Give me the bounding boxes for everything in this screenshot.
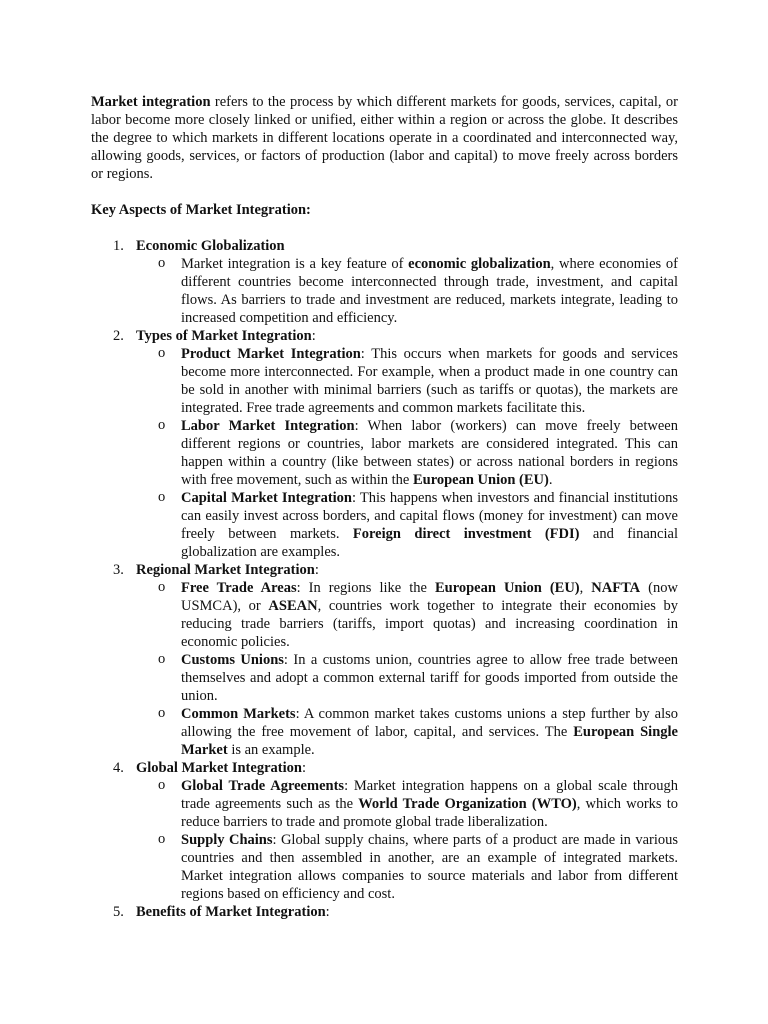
- intro-term: Market integration: [91, 94, 211, 110]
- list-number: 1.: [113, 238, 124, 254]
- bullet-icon: o: [158, 417, 166, 433]
- text-segment: : In regions like the: [296, 580, 435, 596]
- list-number: 3.: [113, 562, 124, 578]
- sub-list: [136, 777, 678, 903]
- sub-list-item: [136, 255, 678, 327]
- bold-term: Supply Chains: [181, 832, 273, 848]
- list-item-title: Economic Globalization: [136, 238, 285, 254]
- sub-list: [136, 255, 678, 327]
- section-heading: Key Aspects of Market Integration:: [91, 202, 311, 218]
- list-item: [91, 561, 678, 759]
- bold-term: NAFTA: [591, 580, 641, 596]
- bullet-icon: o: [158, 705, 166, 721]
- list-number: 5.: [113, 904, 124, 920]
- aspects-list: [91, 237, 678, 921]
- list-number: 2.: [113, 328, 124, 344]
- list-item-title-suffix: :: [314, 562, 319, 578]
- bold-term: ASEAN: [268, 598, 318, 614]
- bold-term: Customs Unions: [181, 652, 284, 668]
- text-segment: , where economies of different countries become interconnected through trade, investment, and capital flows. As barriers to trade and investment are reduced, markets integrate, leading to increased competition and efficiency.: [181, 256, 678, 326]
- bold-term: Global Trade Agreements: [181, 778, 345, 794]
- bold-term: World Trade Organization (WTO): [358, 796, 577, 812]
- bold-term: economic globalization: [408, 256, 551, 272]
- text-segment: : Market integration happens on a global scale through trade agreements such as the: [181, 778, 679, 812]
- text-segment: (now USMCA), or: [181, 580, 678, 614]
- bullet-icon: o: [158, 345, 166, 361]
- list-item-title: Benefits of Market Integration: [136, 904, 326, 920]
- text-segment: : When labor (workers) can move freely between different regions or countries, labor markets are considered integrated. This can happen within a country (like between states) or across national borders in regions with free movement, such as within the: [181, 418, 678, 488]
- list-item-title-suffix: :: [311, 328, 316, 344]
- bold-term: Labor Market Integration: [181, 418, 355, 434]
- sub-list-item: [136, 777, 678, 831]
- sub-list-item: [136, 831, 678, 903]
- sub-list: [136, 579, 678, 759]
- document-body: [91, 93, 678, 921]
- sub-list-item: [136, 345, 678, 417]
- text-segment: : Global supply chains, where parts of a product are made in various countries and then assembled in another, are an example of integrated markets. Market integration allows companies to source materials and labor from different regions based on efficiency and cost.: [181, 832, 679, 902]
- bullet-icon: o: [158, 777, 166, 793]
- sub-list-item: [136, 489, 678, 561]
- sub-list: [136, 345, 678, 561]
- text-segment: : A common market takes customs unions a step further by also allowing the free movement of labor, capital, and services. The: [181, 706, 678, 740]
- text-segment: : This occurs when markets for goods and services become more interconnected. For example, when a product made in one country can be sold in another with minimal barriers (such as tariffs or quotas), the markets are integrated. Free trade agreements and common markets facilitate this.: [181, 346, 679, 416]
- bullet-icon: o: [158, 255, 166, 271]
- sub-list-item: [136, 705, 678, 759]
- bold-term: Common Markets: [181, 706, 296, 722]
- list-item: [91, 237, 678, 327]
- sub-list-item: [136, 579, 678, 651]
- bold-term: Free Trade Areas: [181, 580, 297, 596]
- text-segment: is an example.: [227, 742, 315, 758]
- text-segment: ,: [579, 580, 592, 596]
- sub-list-item: [136, 417, 678, 489]
- bold-term: Product Market Integration: [181, 346, 361, 362]
- text-segment: and financial globalization are examples.: [181, 526, 678, 560]
- list-item: [91, 759, 678, 903]
- list-item: [91, 327, 678, 561]
- text-segment: : In a customs union, countries agree to allow free trade between themselves and adopt a common external tariff for goods imported from outside the union.: [181, 652, 679, 704]
- bold-term: Foreign direct investment (FDI): [352, 526, 580, 542]
- bullet-icon: o: [158, 489, 166, 505]
- sub-list-item: [136, 651, 678, 705]
- intro-text: refers to the process by which different markets for goods, services, capital, or labor become more closely linked or unified, either within a region or across the globe. It describes the degree to which markets in different locations operate in a coordinated and interconnected way, allowing goods, services, or factors of production (labor and capital) to move freely across borders or regions.: [91, 94, 678, 182]
- bold-term: European Single Market: [181, 724, 678, 758]
- intro-paragraph: [91, 93, 678, 183]
- text-segment: , which works to reduce barriers to trade and promote global trade liberalization.: [181, 796, 678, 830]
- list-number: 4.: [113, 760, 124, 776]
- list-item: [91, 903, 678, 921]
- bullet-icon: o: [158, 579, 166, 595]
- list-item-title: Regional Market Integration: [136, 562, 315, 578]
- bold-term: European Union (EU): [434, 580, 580, 596]
- list-item-title: Global Market Integration: [136, 760, 302, 776]
- list-item-title: Types of Market Integration: [136, 328, 312, 344]
- text-segment: : This happens when investors and financial institutions can easily invest across borders, and capital flows (money for investment) can move freely between markets.: [181, 490, 678, 542]
- bold-term: Capital Market Integration: [181, 490, 352, 506]
- text-segment: Market integration is a key feature of: [181, 256, 409, 272]
- text-segment: , countries work together to integrate their economies by reducing trade barriers (tariffs, import quotas) and increasing coordination in economic policies.: [181, 598, 678, 650]
- bullet-icon: o: [158, 831, 166, 847]
- bold-term: European Union (EU): [412, 472, 549, 488]
- text-segment: .: [548, 472, 553, 488]
- list-item-title-suffix: :: [325, 904, 330, 920]
- bullet-icon: o: [158, 651, 166, 667]
- list-item-title-suffix: :: [301, 760, 306, 776]
